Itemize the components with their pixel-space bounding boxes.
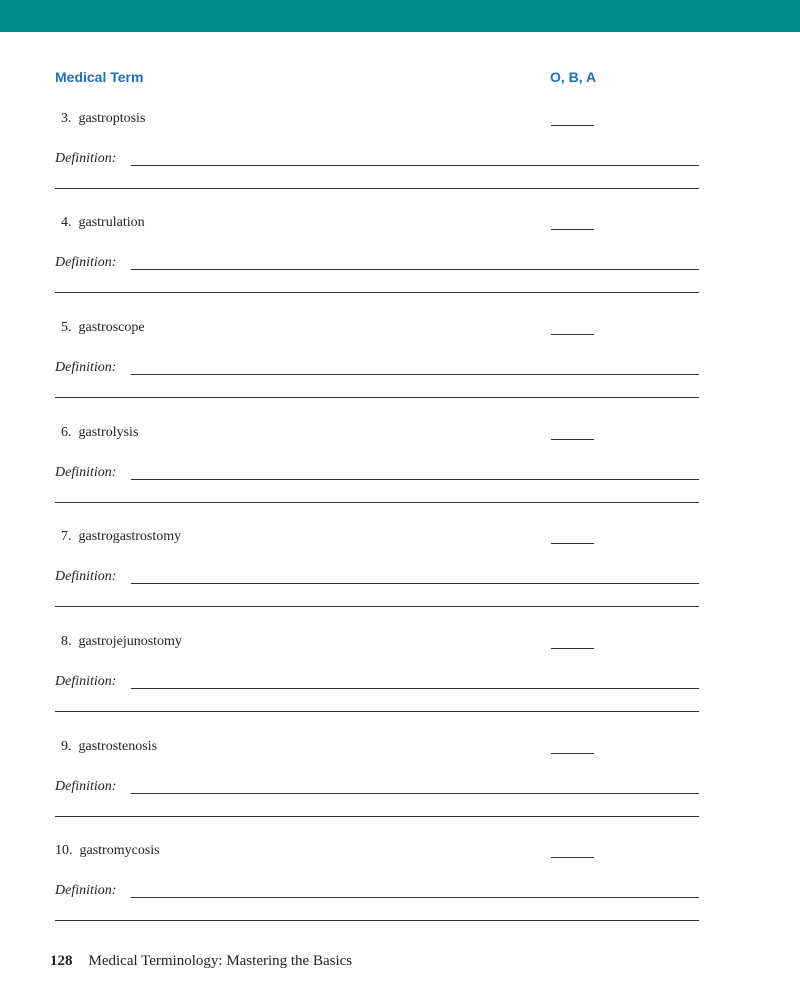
oba-answer-blank[interactable] [551, 857, 594, 858]
oba-answer-blank[interactable] [551, 229, 594, 230]
term-number: 10. [55, 843, 73, 858]
term-item [0, 424, 800, 528]
oba-answer-blank[interactable] [551, 439, 594, 440]
definition-blank-line[interactable] [131, 165, 699, 166]
term-line [55, 842, 160, 860]
definition-blank-line[interactable] [131, 479, 699, 480]
term-number: 3. [61, 111, 72, 126]
book-title: Medical Terminology: Mastering the Basics [88, 953, 353, 969]
definition-label: Definition: [55, 151, 117, 166]
page-footer [50, 952, 352, 970]
term-number: 6. [61, 425, 72, 440]
term-text: gastrojejunostomy [78, 634, 182, 649]
top-color-band [0, 0, 800, 32]
term-line [61, 633, 182, 651]
term-item [0, 842, 800, 946]
term-number: 8. [61, 634, 72, 649]
oba-answer-blank[interactable] [551, 125, 594, 126]
definition-blank-line-continued[interactable] [55, 711, 699, 712]
definition-label: Definition: [55, 883, 117, 898]
definition-label: Definition: [55, 360, 117, 375]
term-text: gastrostenosis [78, 739, 158, 754]
definition-blank-line[interactable] [131, 269, 699, 270]
definition-label: Definition: [55, 674, 117, 689]
medical-term-column-header: Medical Term [55, 69, 144, 85]
term-text: gastrulation [78, 215, 145, 230]
definition-label: Definition: [55, 465, 117, 480]
term-item [0, 528, 800, 632]
oba-answer-blank[interactable] [551, 334, 594, 335]
term-number: 7. [61, 529, 72, 544]
term-number: 4. [61, 215, 72, 230]
term-number: 5. [61, 320, 72, 335]
term-item [0, 214, 800, 318]
term-line [61, 528, 181, 546]
term-line [61, 424, 138, 442]
term-number: 9. [61, 739, 72, 754]
term-line [61, 214, 145, 232]
term-text: gastrogastrostomy [78, 529, 182, 544]
term-text: gastroptosis [78, 111, 146, 126]
definition-blank-line[interactable] [131, 583, 699, 584]
oba-column-header: O, B, A [550, 69, 597, 85]
term-item [0, 319, 800, 423]
definition-blank-line-continued[interactable] [55, 292, 699, 293]
term-line [61, 110, 145, 128]
definition-blank-line[interactable] [131, 793, 699, 794]
term-text: gastroscope [78, 320, 145, 335]
page-number: 128 [50, 953, 73, 969]
definition-label: Definition: [55, 779, 117, 794]
oba-answer-blank[interactable] [551, 648, 594, 649]
term-item [0, 738, 800, 842]
definition-label: Definition: [55, 569, 117, 584]
definition-blank-line-continued[interactable] [55, 502, 699, 503]
term-item [0, 633, 800, 737]
term-line [61, 319, 145, 337]
definition-blank-line-continued[interactable] [55, 606, 699, 607]
definition-label: Definition: [55, 255, 117, 270]
term-line [61, 738, 157, 756]
term-item [0, 110, 800, 214]
term-text: gastrolysis [78, 425, 139, 440]
definition-blank-line-continued[interactable] [55, 816, 699, 817]
definition-blank-line-continued[interactable] [55, 920, 699, 921]
definition-blank-line-continued[interactable] [55, 397, 699, 398]
definition-blank-line[interactable] [131, 897, 699, 898]
definition-blank-line[interactable] [131, 688, 699, 689]
definition-blank-line-continued[interactable] [55, 188, 699, 189]
definition-blank-line[interactable] [131, 374, 699, 375]
oba-answer-blank[interactable] [551, 543, 594, 544]
oba-answer-blank[interactable] [551, 753, 594, 754]
term-text: gastromycosis [79, 843, 160, 858]
